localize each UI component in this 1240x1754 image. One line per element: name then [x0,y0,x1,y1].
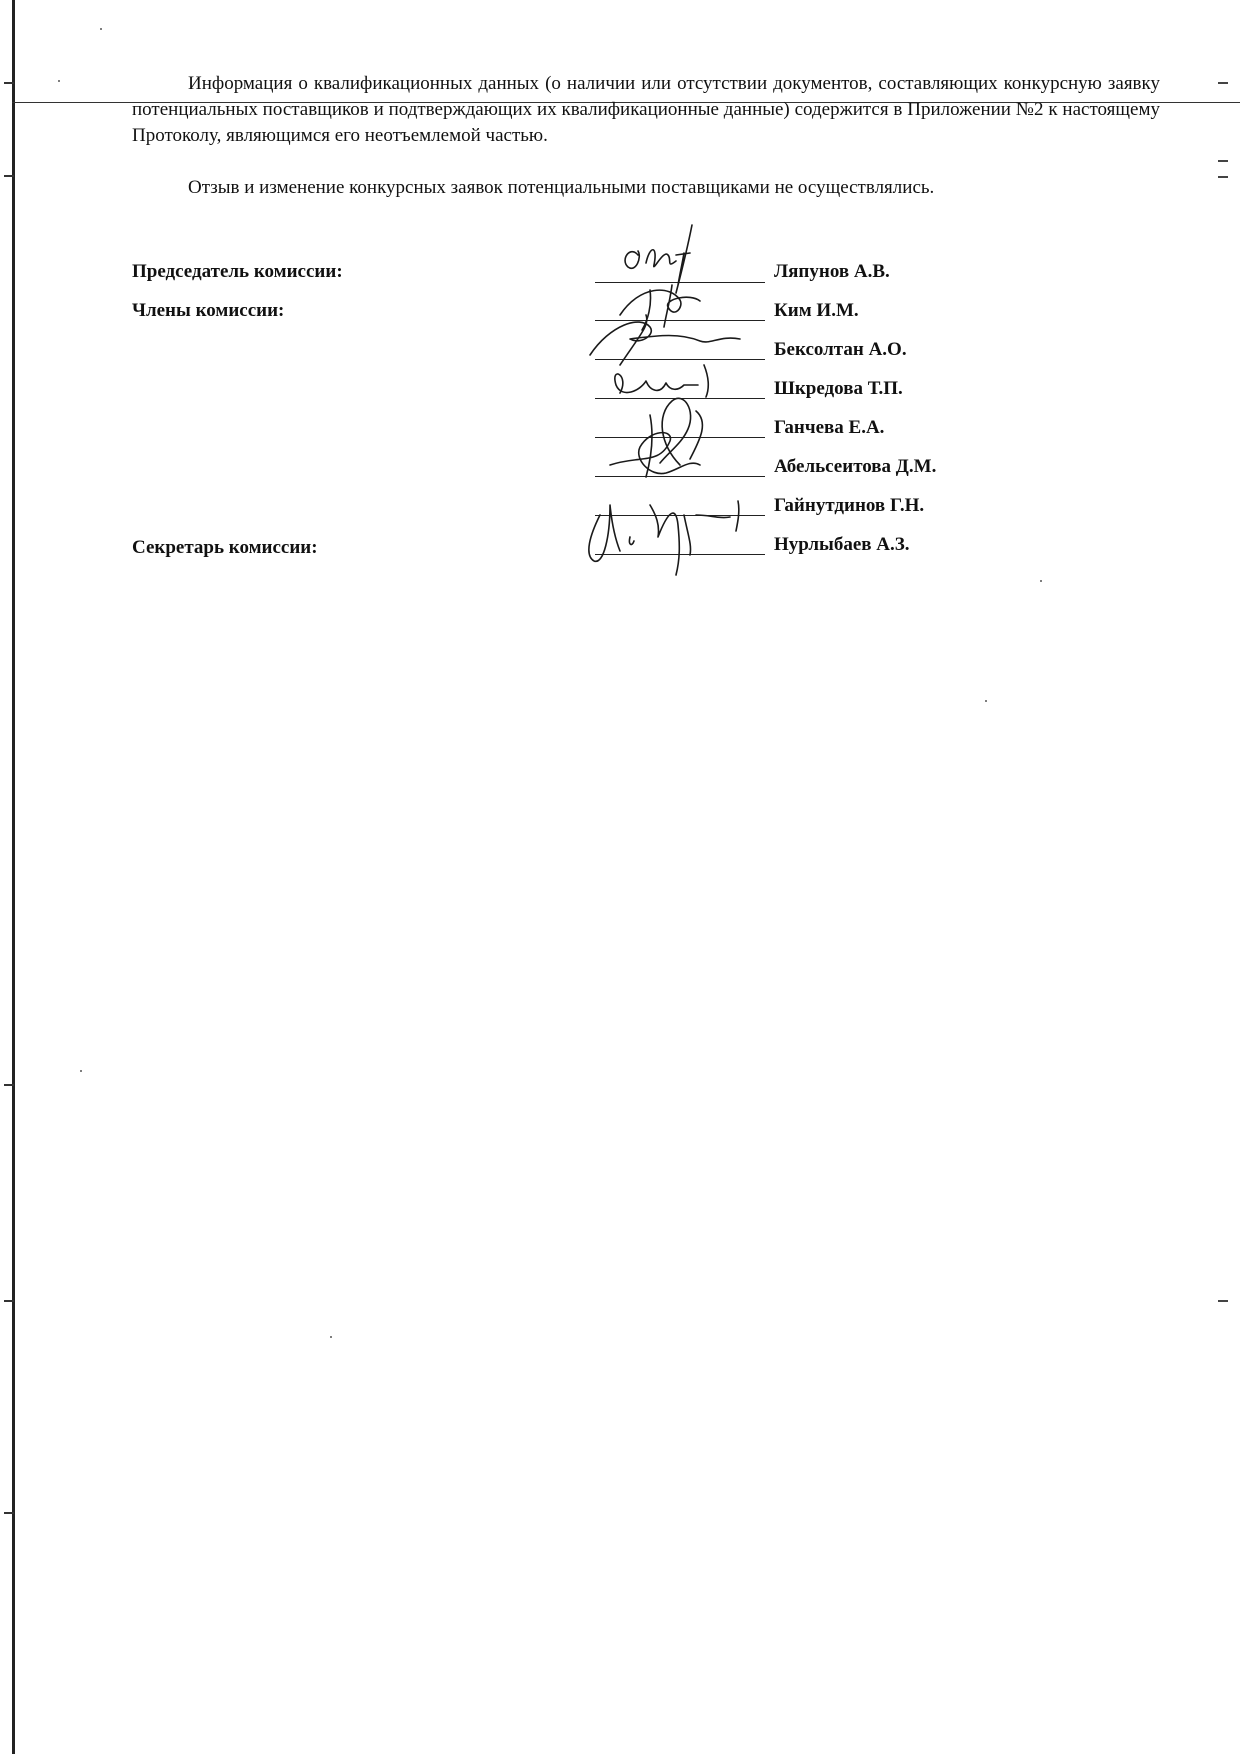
member-name: Нурлыбаев А.З. [774,534,910,555]
signature-stroke [610,415,700,477]
scan-mark [1218,176,1228,178]
members-label: Члены комиссии: [132,300,285,321]
secretary-label: Секретарь комиссии: [132,537,318,558]
scan-speck [330,1336,332,1338]
signature-stroke [615,365,708,397]
signature-stroke [660,398,702,465]
member-name: Бексолтан А.О. [774,339,907,360]
handwritten-signatures [580,215,770,605]
scan-mark [4,1300,14,1302]
scan-speck [100,28,102,30]
scan-mark [4,1084,14,1086]
member-name: Ганчева Е.А. [774,417,885,438]
member-name: Гайнутдинов Г.Н. [774,495,925,516]
member-name: Ляпунов А.В. [774,261,890,282]
signature-stroke [589,501,739,575]
withdrawal-info-paragraph: Отзыв и изменение конкурсных заявок потенциальными поставщиками не осуществлялись. [188,177,935,198]
scan-left-border [12,0,15,1754]
member-name: Ким И.М. [774,300,859,321]
scan-mark [1218,160,1228,162]
scan-speck [1040,580,1042,582]
member-name: Абельсеитова Д.М. [774,456,937,477]
scan-mark [1218,82,1228,84]
scan-mark [4,175,14,177]
qualification-info-paragraph: Информация о квалификационных данных (о наличии или отсутствии документов, составляющих конкурсную заявку потенциальных поставщиков и подтверждающих их квалификационные данные) содержится в Приложении №2 к настоящему Протоколу, являющимся его неотъемлемой частью. [132,73,1160,146]
scan-mark [1218,1300,1228,1302]
scan-speck [80,1070,82,1072]
chair-label: Председатель комиссии: [132,261,343,282]
member-name: Шкредова Т.П. [774,378,903,399]
scan-mark [4,82,14,84]
scan-mark [4,1512,14,1514]
signature-stroke [625,225,692,293]
scan-speck [985,700,987,702]
scan-speck [58,80,60,82]
